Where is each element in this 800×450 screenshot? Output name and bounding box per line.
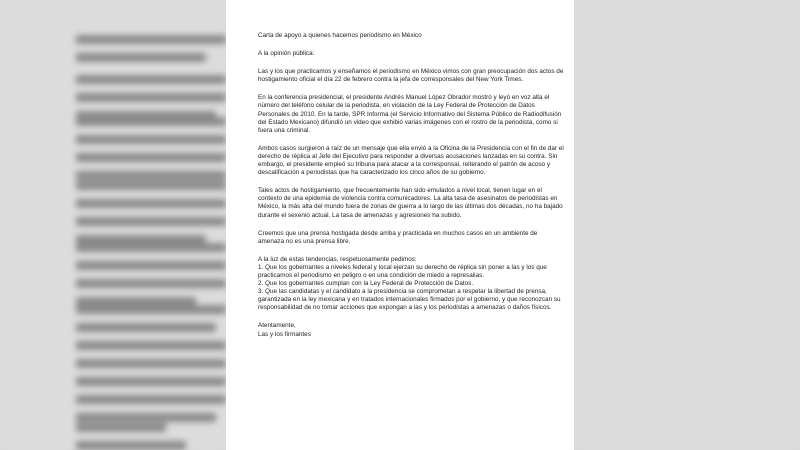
letter-salutation: A la opinión pública: xyxy=(258,50,315,58)
letter-paragraph: En la conferencia presidencial, el presidente Andrés Manuel López Obrador mostró y leyó en voz alta el número del teléfono celular de la periodista, en violación de la Ley Federal de Protección de Datos Personales de 2010. En la tarde, SPR Informa (el Servicio Informativo del Sistema Público de Radiodifusión del Estado Mexicano) difundió un video que exhibió varias imágenes con el rostro de la periodista, como si fuera una criminal. xyxy=(258,94,562,134)
letter-signature: Las y los firmantes xyxy=(258,330,311,338)
blurred-background-left xyxy=(0,0,226,450)
letter-page xyxy=(226,0,574,450)
letter-paragraph: Tales actos de hostigamiento, que frecuentemente han sido emulados a nivel local, tienen lugar en el contexto de una epidemia de violencia contra comunicadores. La alta tasa de asesinatos de periodistas en México, la más alta del mundo fuera de zonas de guerra a lo largo de las últimas dos décadas, no ha bajado durante el sexenio actual. La tasa de amenazas y agresiones ha subido. xyxy=(258,187,563,219)
demand-item: 3. Que las candidatas y el candidato a la presidencia se comprometan a respetar la libertad de prensa, garantizada en la ley mexicana y en tratados internacionales firmados por el gobierno, y que reconozcan su responsabilidad de no tomar acciones que expongan a las y los periodistas a amenazas o daños físicos. xyxy=(258,288,561,312)
demand-item: 2. Que los gobernantes cumplan con la Ley Federal de Protección de Datos. xyxy=(258,280,474,288)
letter-paragraph: Ambos casos surgieron a raíz de un mensaje que ella envió a la Oficina de la Presidencia con el fin de dar el derecho de réplica al Jefe del Ejecutivo para responder a diversas acusaciones lanzadas en su contra. Sin embargo, el presidente empleó su tribuna para atacar a la corresponsal, reiterando el patrón de acoso y descalificación a periodistas que ha caracterizado los cinco años de su gobierno. xyxy=(258,144,564,177)
demand-item: 1. Que los gobernantes a niveles federal y local ejerzan su derecho de réplica sin poner a las y los que practicamos el periodismo en peligro o en una condición de miedo a represalias. xyxy=(258,263,547,279)
demands-intro: A la luz de estas tendencias, respetuosamente pedimos: xyxy=(258,255,417,263)
letter-paragraph: Creemos que una prensa hostigada desde arriba y practicada en muchos casos en un ambiente de amenaza no es una prensa libre. xyxy=(258,229,538,245)
letter-title: Carta de apoyo a quienes hacemos periodismo en México xyxy=(258,32,422,39)
demands-list xyxy=(258,264,564,313)
letter-paragraph: Las y los que practicamos y enseñamos el periodismo en México vimos con gran preocupación dos actos de hostigamiento oficial el día 22 de febrero contra la jefa de corresponsales del New York Times. xyxy=(258,68,564,84)
blurred-background-right xyxy=(574,0,800,450)
letter-closing: Atentamente, xyxy=(258,322,296,330)
